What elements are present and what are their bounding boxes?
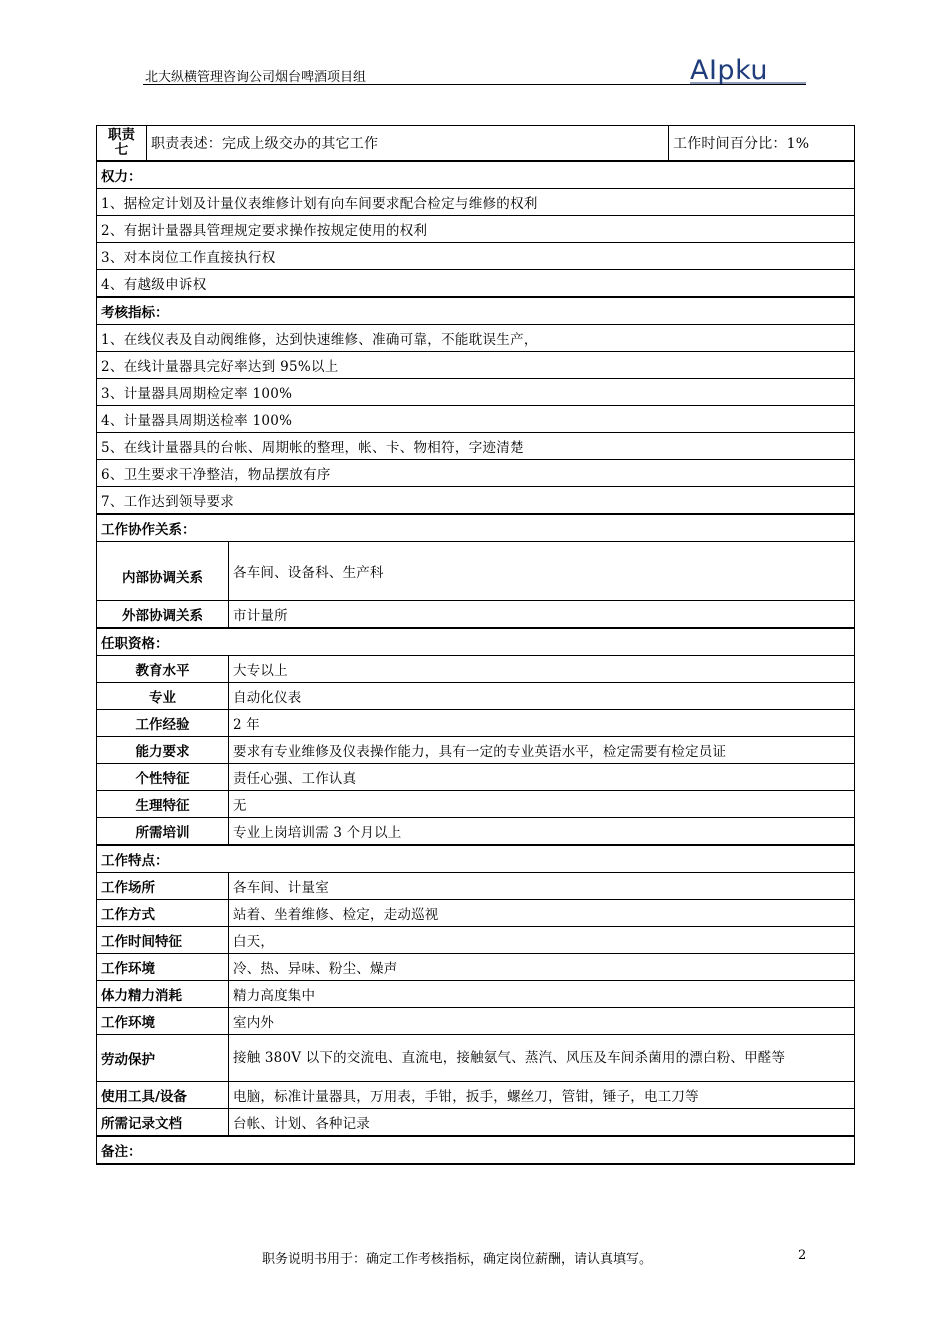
assessment-item: 5、在线计量器具的台帐、周期帐的整理，帐、卡、物相符，字迹清楚 <box>97 433 855 460</box>
work-features-title: 工作特点： <box>97 845 855 873</box>
qualification-value: 无 <box>229 791 855 818</box>
qualification-label: 所需培训 <box>97 818 229 846</box>
work-feature-value: 电脑，标准计量器具，万用表，手钳，扳手，螺丝刀，管钳，锤子，电工刀等 <box>229 1082 855 1109</box>
qualification-value: 大专以上 <box>229 656 855 683</box>
work-feature-value: 各车间、计量室 <box>229 873 855 900</box>
qualification-label: 工作经验 <box>97 710 229 737</box>
work-feature-value: 台帐、计划、各种记录 <box>229 1109 855 1137</box>
assessment-item: 2、在线计量器具完好率达到 95%以上 <box>97 352 855 379</box>
qualification-value: 专业上岗培训需 3 个月以上 <box>229 818 855 846</box>
cooperation-title: 工作协作关系： <box>97 514 855 542</box>
assessment-item: 1、在线仪表及自动阀维修，达到快速维修、准确可靠，不能耽误生产， <box>97 325 855 352</box>
header-company: 北大纵横管理咨询公司烟台啤酒项目组 <box>145 70 367 85</box>
work-feature-value: 白天， <box>229 927 855 954</box>
work-feature-label: 工作方式 <box>97 900 229 927</box>
work-feature-value: 冷、热、异味、粉尘、燥声 <box>229 954 855 981</box>
assessment-item: 3、计量器具周期检定率 100% <box>97 379 855 406</box>
internal-coordination-value: 各车间、设备科、生产科 <box>229 542 855 601</box>
work-feature-value: 站着、坐着维修、检定，走动巡视 <box>229 900 855 927</box>
duty-time-percent: 工作时间百分比：1% <box>669 126 855 162</box>
duty-description: 职责表述：完成上级交办的其它工作 <box>147 126 669 162</box>
qualification-label: 个性特征 <box>97 764 229 791</box>
company-logo <box>690 54 808 84</box>
duty-number-line1: 职责 <box>108 127 135 143</box>
authority-item: 2、有据计量器具管理规定要求操作按规定使用的权利 <box>97 216 855 243</box>
qualification-value: 责任心强、工作认真 <box>229 764 855 791</box>
assessment-title: 考核指标： <box>97 297 855 325</box>
authority-item: 1、据检定计划及计量仪表维修计划有向车间要求配合检定与维修的权利 <box>97 189 855 216</box>
work-feature-label: 工作环境 <box>97 954 229 981</box>
work-feature-label: 工作场所 <box>97 873 229 900</box>
work-feature-value: 室内外 <box>229 1008 855 1035</box>
external-coordination-label: 外部协调关系 <box>97 601 229 629</box>
assessment-item: 6、卫生要求干净整洁，物品摆放有序 <box>97 460 855 487</box>
work-feature-label: 体力精力消耗 <box>97 981 229 1008</box>
authority-item: 3、对本岗位工作直接执行权 <box>97 243 855 270</box>
qualification-label: 专业 <box>97 683 229 710</box>
qualification-label: 能力要求 <box>97 737 229 764</box>
work-feature-value: 接触 380V 以下的交流电、直流电，接触氨气、蒸汽、风压及车间杀菌用的漂白粉、甲醛等 <box>229 1035 855 1082</box>
duty-number <box>97 126 147 162</box>
job-description-table <box>96 125 855 1165</box>
work-feature-label: 所需记录文档 <box>97 1109 229 1137</box>
work-feature-value: 精力高度集中 <box>229 981 855 1008</box>
authority-item: 4、有越级申诉权 <box>97 270 855 298</box>
remarks-title: 备注： <box>97 1136 855 1164</box>
page-number: 2 <box>798 1248 807 1263</box>
work-feature-label: 劳动保护 <box>97 1035 229 1082</box>
header-divider <box>143 84 806 85</box>
qualification-label: 生理特征 <box>97 791 229 818</box>
qualification-value: 自动化仪表 <box>229 683 855 710</box>
qualification-label: 教育水平 <box>97 656 229 683</box>
external-coordination-value: 市计量所 <box>229 601 855 629</box>
internal-coordination-label: 内部协调关系 <box>97 542 229 601</box>
footer-note: 职务说明书用于：确定工作考核指标，确定岗位薪酬，请认真填写。 <box>262 1252 653 1267</box>
logo-mark <box>690 54 808 84</box>
logo-text: AIpku <box>690 55 768 84</box>
authority-title: 权力： <box>97 161 855 189</box>
work-feature-label: 工作环境 <box>97 1008 229 1035</box>
assessment-item: 4、计量器具周期送检率 100% <box>97 406 855 433</box>
qualification-value: 要求有专业维修及仪表操作能力，具有一定的专业英语水平，检定需要有检定员证 <box>229 737 855 764</box>
qualification-value: 2 年 <box>229 710 855 737</box>
work-feature-label: 使用工具/设备 <box>97 1082 229 1109</box>
duty-number-line2: 七 <box>114 142 129 158</box>
work-feature-label: 工作时间特征 <box>97 927 229 954</box>
assessment-item: 7、工作达到领导要求 <box>97 487 855 515</box>
qualification-title: 任职资格： <box>97 628 855 656</box>
